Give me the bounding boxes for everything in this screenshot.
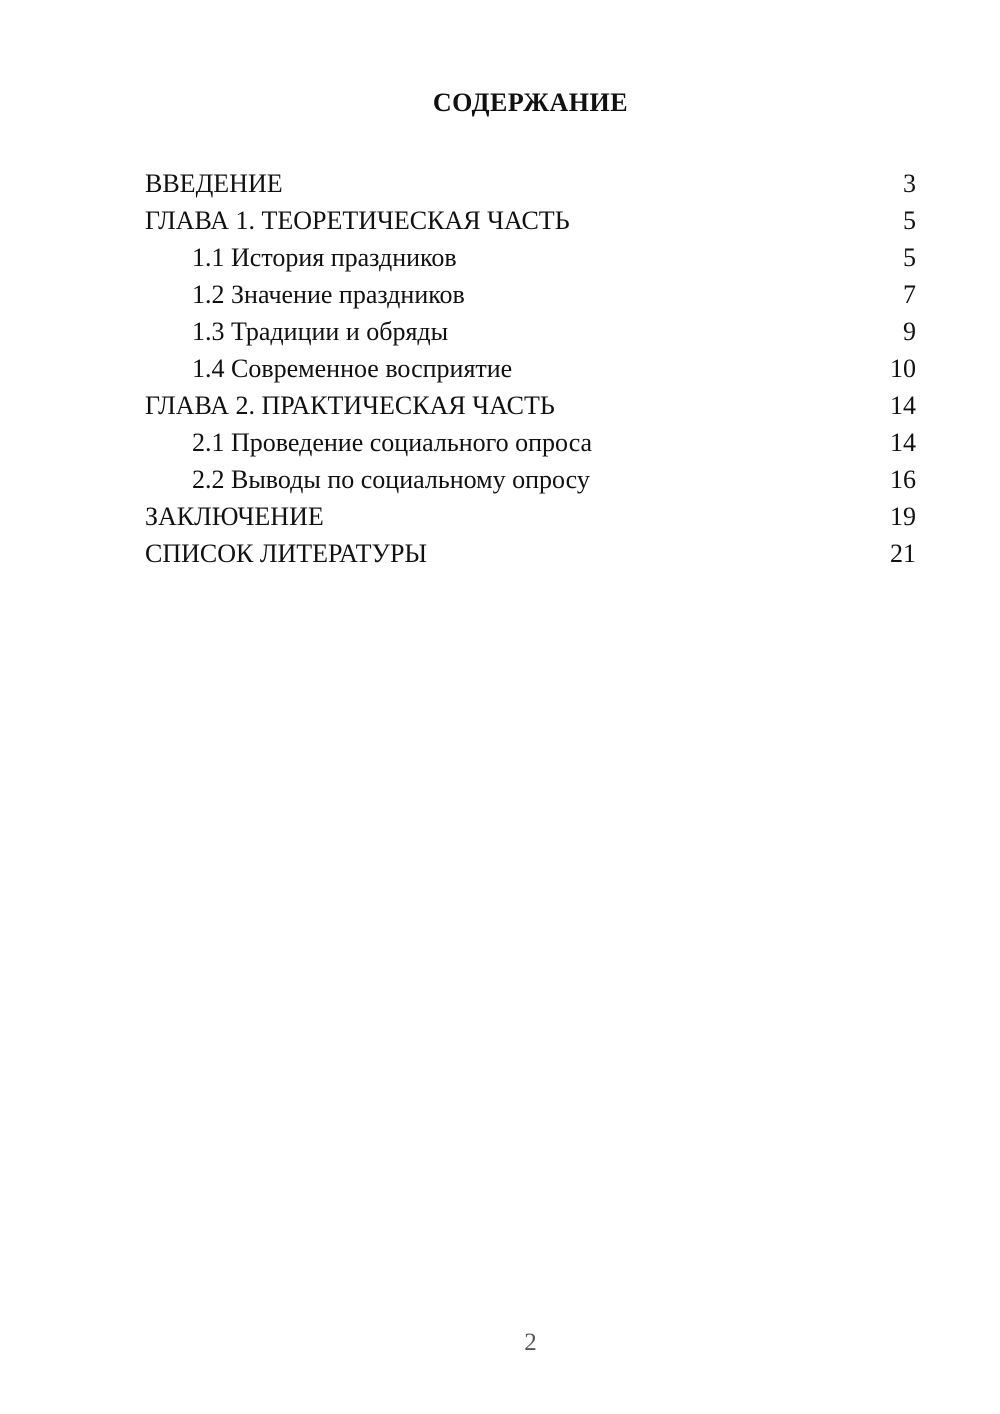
- toc-entry-page-number: 9: [903, 317, 916, 346]
- toc-entry-label: 2.1 Проведение социального опроса: [192, 428, 593, 457]
- toc-entry-label: ЗАКЛЮЧЕНИЕ: [145, 502, 324, 531]
- toc-entry-label: 1.3 Традиции и обряды: [192, 317, 449, 346]
- toc-entry[interactable]: [145, 165, 916, 202]
- toc-entry-page-number: 16: [890, 465, 916, 494]
- toc-entry[interactable]: [145, 498, 916, 535]
- toc-entry-page-number: 10: [890, 354, 916, 383]
- page-title: СОДЕРЖАНИЕ: [432, 88, 629, 117]
- toc-entry-page-number: 14: [890, 391, 916, 420]
- toc-entry[interactable]: [145, 350, 916, 387]
- toc-entry-page-number: 3: [903, 169, 916, 198]
- page-content: [0, 0, 1000, 572]
- toc-entry-label: 1.2 Значение праздников: [192, 280, 465, 309]
- toc-entry-label: ГЛАВА 2. ПРАКТИЧЕСКАЯ ЧАСТЬ: [145, 391, 555, 420]
- toc-entry[interactable]: [145, 202, 916, 239]
- table-of-contents: [145, 165, 916, 572]
- toc-entry[interactable]: [145, 535, 916, 572]
- toc-entry-label: 1.4 Современное восприятие: [192, 354, 513, 383]
- footer-page-number: 2: [524, 1329, 537, 1356]
- toc-entry-page-number: 21: [890, 539, 916, 568]
- toc-entry-label: СПИСОК ЛИТЕРАТУРЫ: [145, 539, 428, 568]
- toc-entry-page-number: 5: [903, 206, 916, 235]
- toc-entry[interactable]: [145, 313, 916, 350]
- toc-entry[interactable]: [145, 387, 916, 424]
- toc-entry-label: ВВЕДЕНИЕ: [145, 169, 283, 198]
- toc-entry-page-number: 14: [890, 428, 916, 457]
- toc-entry-label: ГЛАВА 1. ТЕОРЕТИЧЕСКАЯ ЧАСТЬ: [145, 206, 570, 235]
- toc-entry[interactable]: [145, 424, 916, 461]
- toc-entry[interactable]: [145, 239, 916, 276]
- toc-entry-page-number: 7: [903, 280, 916, 309]
- toc-entry-label: 2.2 Выводы по социальному опросу: [192, 465, 590, 494]
- toc-entry[interactable]: [145, 276, 916, 313]
- toc-entry-page-number: 5: [903, 243, 916, 272]
- toc-entry[interactable]: [145, 461, 916, 498]
- toc-entry-label: 1.1 История праздников: [192, 243, 457, 272]
- toc-entry-page-number: 19: [890, 502, 916, 531]
